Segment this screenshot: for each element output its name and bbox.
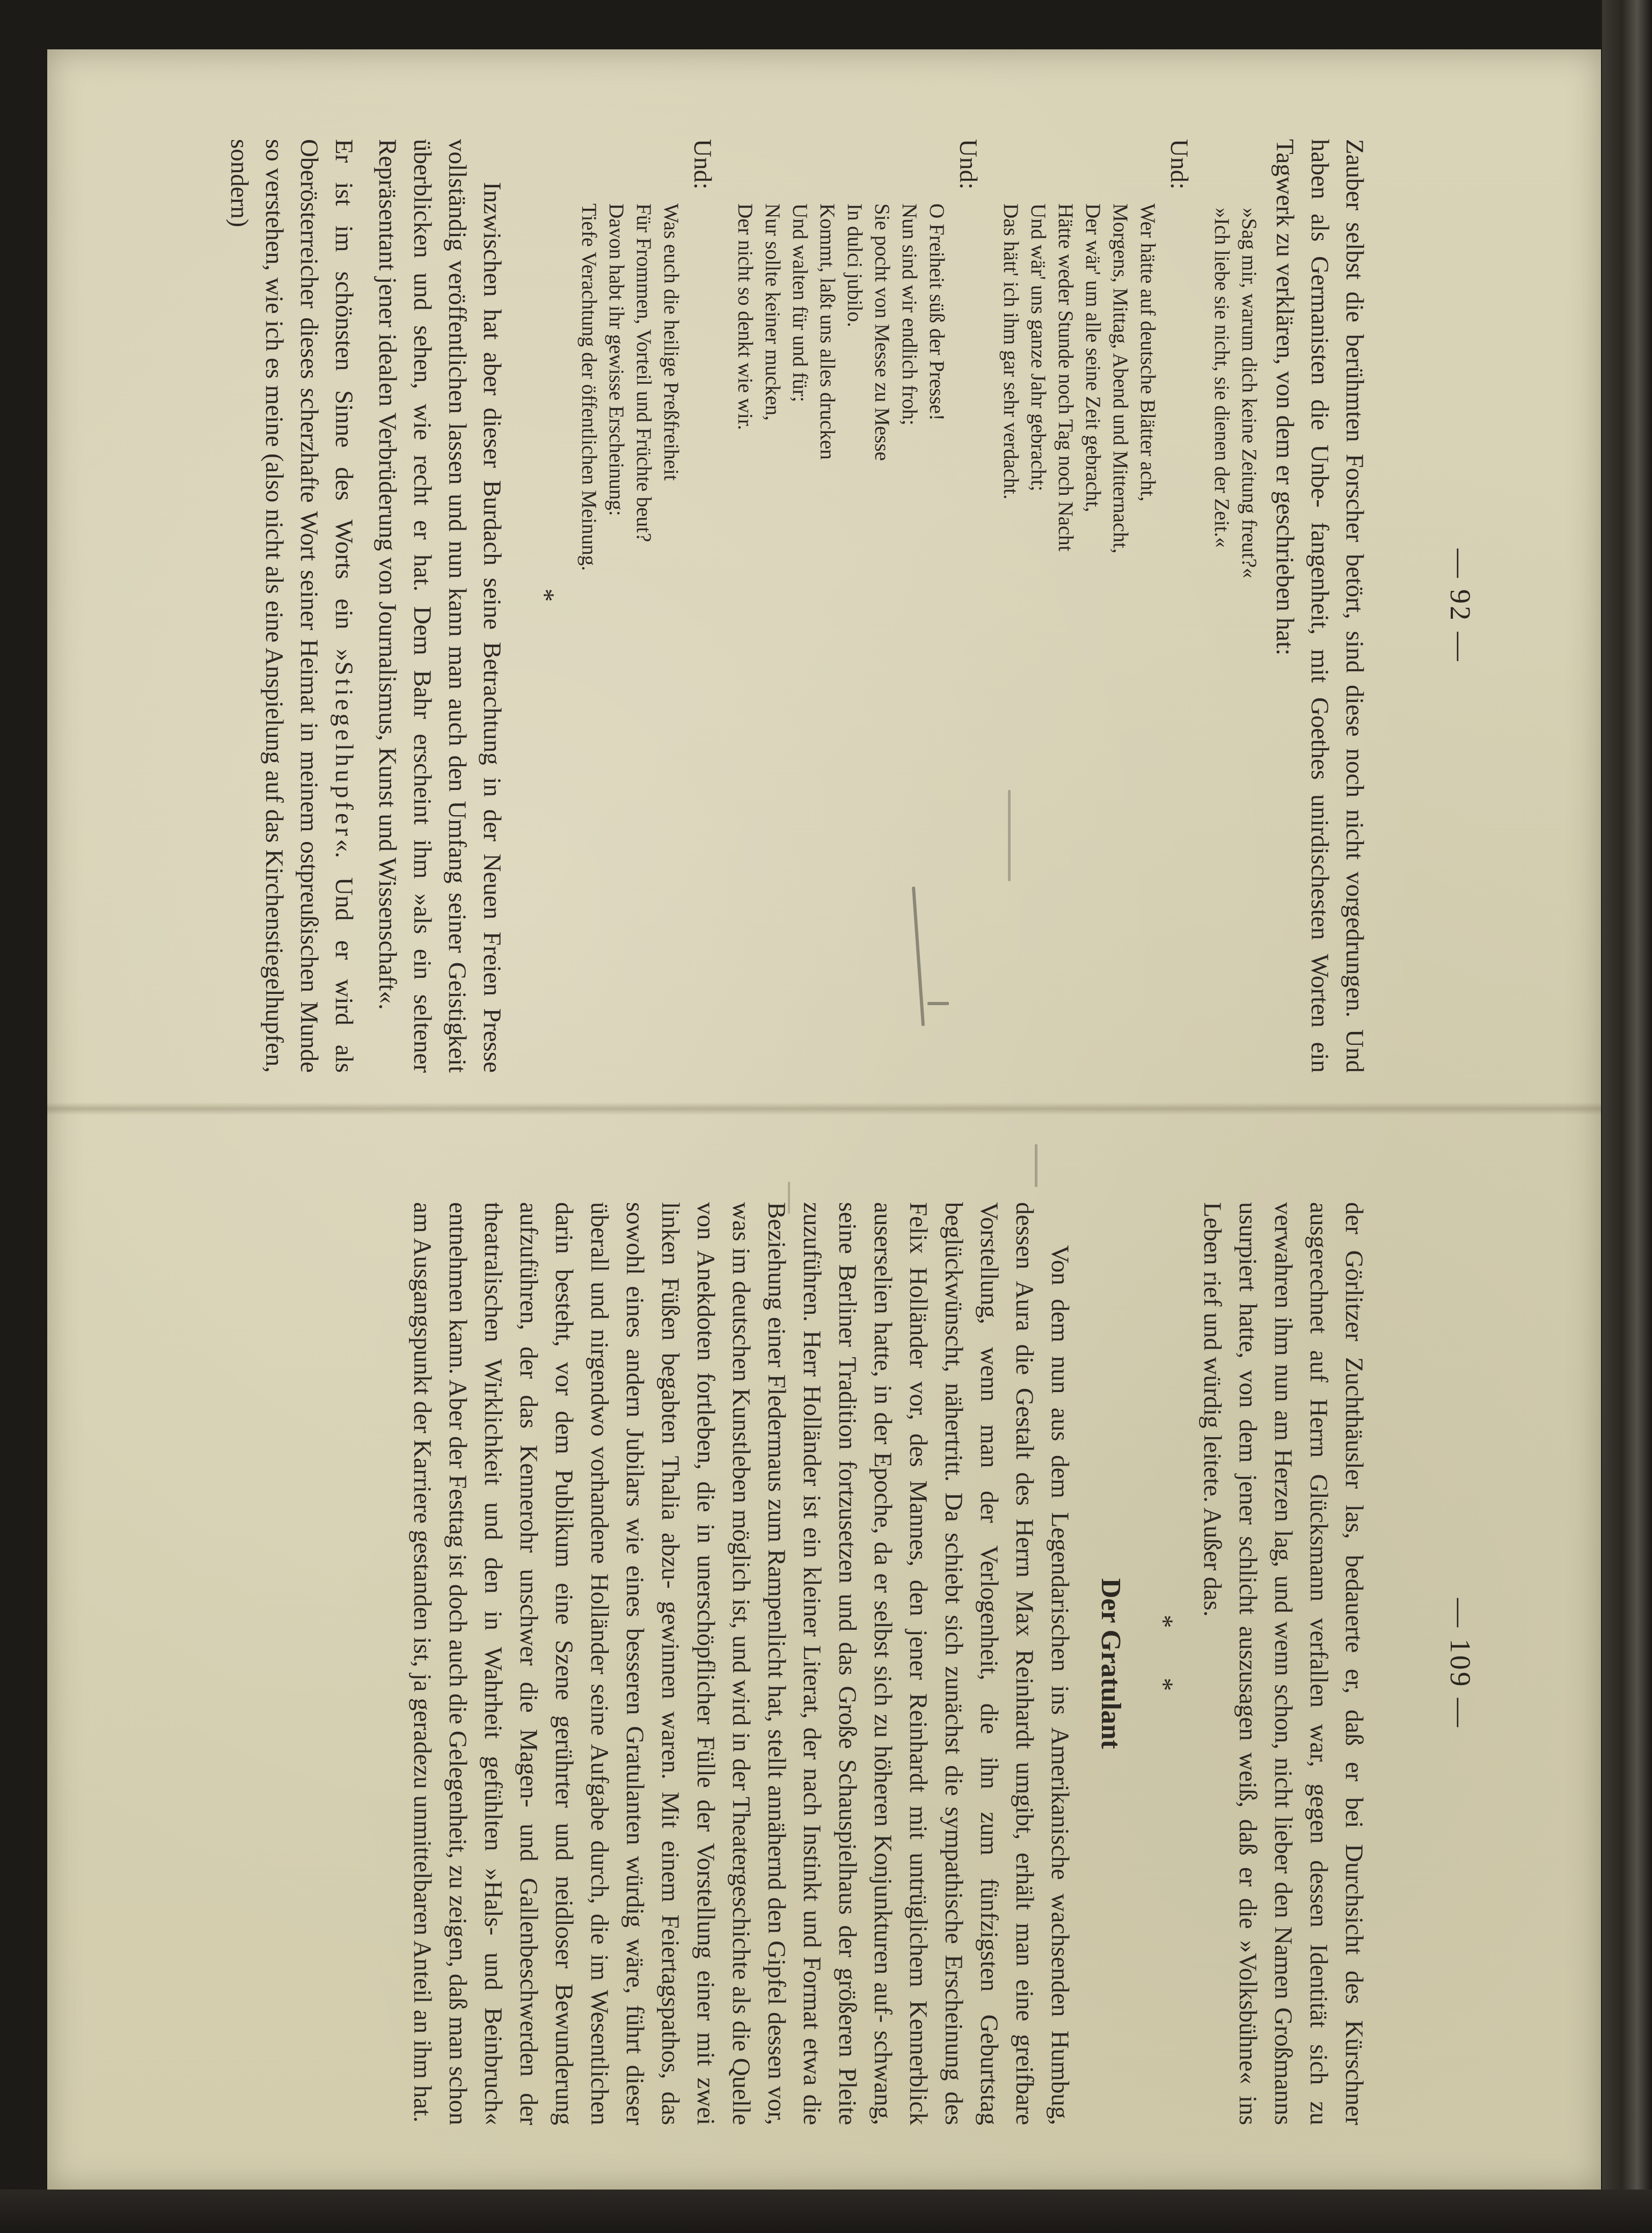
page-109-column [405, 1202, 1372, 2125]
scanner-frame-right [1602, 0, 1652, 2233]
text-line: gewinnen waren. Mit einem Feiertagspathos, das sowohl eines [621, 1202, 684, 2126]
text-line: aufzuführen, der das Kennerohr unschwer die Magen- und [515, 1202, 543, 1862]
verse-line: Wer hätte auf deutsche Blätter acht, [1136, 203, 1159, 502]
text-line: weiß, daß er die »Volksbühne« ins Leben rief und würdig [1198, 1202, 1262, 2125]
verse-line: Nur sollte keiner mucken, [761, 203, 784, 421]
verse-line: Davon habt ihr gewisse Erscheinung: [605, 203, 628, 516]
text-line: in der Epoche, da er selbst sich zu höheren Konjunkturen auf- [869, 1385, 897, 2023]
text-line: nun kann man auch den Umfang seiner Geistigkeit überblicken [408, 139, 471, 1073]
verse-line: Kommt, laßt uns alles drucken [816, 203, 839, 460]
text-line: ja geradezu unmittelbaren Anteil an ihm hat. [408, 1673, 436, 2122]
text-line: daß man schon am Ausgangspunkt der Karriere gestanden ist, [408, 1202, 472, 2126]
verse-line: Für Frommen, Vorteil und Früchte beut? [632, 203, 655, 543]
text-line: dem Publikum eine Szene gerührter und neidloser Bewunderung [550, 1411, 578, 2125]
text-line: Von dem nun aus dem Legendarischen ins Amerikanische [1046, 1245, 1074, 1880]
pencil-mark [1035, 1144, 1037, 1187]
und-label: Und: [689, 139, 717, 189]
stiegelhupfer-paragraph [222, 139, 361, 1073]
page-92 [213, 139, 1479, 1073]
verse-line: In dulci jubilo. [843, 203, 866, 327]
text-line: seltener Repräsentant jener idealen Verbrüderung von Journalismus, [374, 139, 436, 1073]
text-line: möglich ist, und wird in der Theatergeschichte als die Quelle [727, 1509, 755, 2125]
text-line: am Herzen lag, und wenn schon, nicht lieber den Namen [1269, 1410, 1297, 2000]
text-line: sympathische Erscheinung des Felix Holländer vor, des Mannes, [904, 1202, 968, 2126]
goethe-quote [1208, 139, 1263, 1073]
spaced-word: Stiegelhupfer [330, 661, 358, 839]
text-line: Zauber selbst die berühmten Forscher betört, sind diese noch [1341, 139, 1369, 798]
quote-line: »Ich liebe sie nicht, sie dienen der Zeit.« [1210, 208, 1233, 548]
quote-line: »Sag mir, warum dich keine Zeitung freut?« [1238, 208, 1261, 579]
verse-pressfreiheit [575, 139, 685, 1073]
verse-line: Der nicht so denkt wie wir. [734, 203, 757, 430]
text-line: Vorstellung einer mit zwei linken Füßen begabten Thalia abzu- [656, 1202, 720, 2126]
text-line: Durchsicht des Kürschner ausgerechnet auf Herrn Glücksmann [1305, 1202, 1368, 2125]
verse-line: Morgens, Mittag, Abend und Mitternacht, [1109, 203, 1132, 554]
text-line: führt dieser überall und nirgendwo vorhandene Holländer [586, 1202, 649, 2125]
verse-line: Und wär' uns ganze Jahr gebracht; [1027, 203, 1050, 492]
text-line: Kunst und Wissenschaft«. [374, 747, 401, 1010]
text-line: und sehen, wie recht er hat. Dem Bahr erscheint ihm »als ein [408, 273, 436, 980]
paper-sheet [47, 49, 1601, 2190]
und-label: Und: [1165, 139, 1193, 189]
burdach-paragraph [370, 139, 509, 1073]
text-line: in Wahrheit gefühlten »Hals- und Beinbruch« entnehmen [444, 1202, 507, 2126]
text-line: meinem ostpreußischen Munde so verstehen, wie ich es meine [260, 139, 323, 1073]
scanner-frame-bottom [0, 2190, 1652, 2233]
verse-line: Und walten für und für; [788, 203, 812, 402]
text-line: der Görlitzer Zuchthäusler las, bedauerte er, daß er bei [1340, 1202, 1368, 1828]
text-line: «. Und [330, 839, 358, 921]
text-line: (also nicht als eine Anspielung auf das Kirchenstiegelhupfen, [260, 453, 288, 1073]
text-line: ist ein kleiner Literat, der nach Instinkt und Format etwa die [798, 1495, 826, 2126]
verse-line: Das hätt' ich ihm gar sehr verdacht. [999, 203, 1022, 500]
text-line: Beziehung einer Fledermaus zum Rampenlicht hat, stellt [763, 1202, 791, 1778]
text-line: fangenheit, mit Goethes unirdischesten Worten ein Tagwerk zu [1271, 139, 1334, 1073]
text-line: kann. Aber der Festtag ist doch auch die Gelegenheit, zu zeigen, [444, 1319, 472, 1968]
text-line: der Neuen Freien Presse vollständig veröffentlichen lassen und [443, 139, 506, 1073]
text-line: leitete. Außer das. [1198, 1434, 1226, 1617]
text-line: nicht vorgedrungen. Und haben als Germanisten die Unbe- [1306, 139, 1369, 1073]
zuchthaeusler-paragraph [1195, 1202, 1372, 2125]
text-line: annähernd den Gipfel dessen vor, was im deutschen Kunstleben [727, 1202, 791, 2125]
text-line: schwang, seine Berliner Tradition fortzusetzen und das Große [834, 1202, 897, 2126]
text-line: verfallen war, gegen dessen Identität sich zu verwahren ihm nun [1269, 1202, 1333, 2126]
text-line: man der Verlogenheit, die ihn zum fünfzigsten Geburtstag [975, 1424, 1003, 2125]
verse-line: Was euch die heilige Preßfreiheit [660, 203, 683, 481]
section-heading: Der Gratulant [1095, 1578, 1126, 1749]
verse-line: Tiefe Verachtung der öffentlichen Meinung. [578, 203, 601, 571]
text-line: Inzwischen hat aber dieser Burdach seine Betrachtung in [478, 182, 506, 797]
section-separator: * [530, 588, 560, 624]
center-fold [47, 1102, 1601, 1115]
page-number: — 92 — [1444, 548, 1476, 663]
verse-pressefreiheit [732, 139, 951, 1073]
text-line: verklären, von dem er geschrieben hat: [1271, 263, 1299, 656]
text-line: den jener Reinhardt mit untrüglichem Kennerblick auserselien hatte, [869, 1202, 932, 2125]
text-line: andern Jubilars wie eines besseren Gratulanten würdig wäre, [621, 1349, 649, 1994]
und-label: Und: [954, 139, 982, 189]
text-line: wachsenden Humbug, dessen Aura die Gestalt des Herrn Max [1011, 1202, 1074, 2125]
verse-line: Nun sind wir endlich froh; [898, 203, 921, 426]
text-line: Schauspielhaus der größeren Pleite zuzuführen. Herr Holländer [798, 1202, 861, 2125]
verse-line: Hätte weder Stunde noch Tag noch Nacht [1054, 203, 1077, 552]
verse-line: Der wär' um alle seine Zeit gebracht, [1081, 203, 1105, 513]
page-109 [213, 1202, 1479, 2125]
text-line: Reinhardt umgibt, erhält man eine greifbare Vorstellung, wenn [975, 1202, 1039, 2126]
gratulant-paragraph [405, 1202, 1078, 2125]
text-line: Gallenbeschwerden der theatralischen Wirklichkeit und den [479, 1202, 543, 2126]
text-line: Großmanns usurpiert hatte, von dem jener schlicht auszusagen [1234, 1202, 1297, 2125]
text-line: sondern) [225, 139, 253, 228]
section-separator: * * [1149, 1614, 1179, 1713]
verse-line: O Freiheit süß der Presse! [925, 203, 948, 421]
page-number: — 109 — [1444, 1598, 1476, 1729]
intro-paragraph [1267, 139, 1372, 1073]
verse-line: Sie pocht von Messe zu Messe [871, 203, 894, 461]
verse-blaetter [997, 139, 1161, 1073]
text-line: von Anekdoten fortleben, die in unerschöpflicher Fülle der [692, 1202, 720, 1832]
text-line: beglückwünscht, nähertritt. Da schiebt sich zunächst die [940, 1202, 968, 1796]
page-92-column [222, 139, 1372, 1073]
text-line: er wird als Oberösterreicher dieses scherzhafte Wort seiner Heimat in [295, 139, 358, 1073]
text-line: Er ist im schönsten Sinne des Worts ein » [330, 139, 358, 662]
text-line: seine Aufgabe durch, die im Wesentlichen darin besteht, vor [550, 1202, 613, 2126]
